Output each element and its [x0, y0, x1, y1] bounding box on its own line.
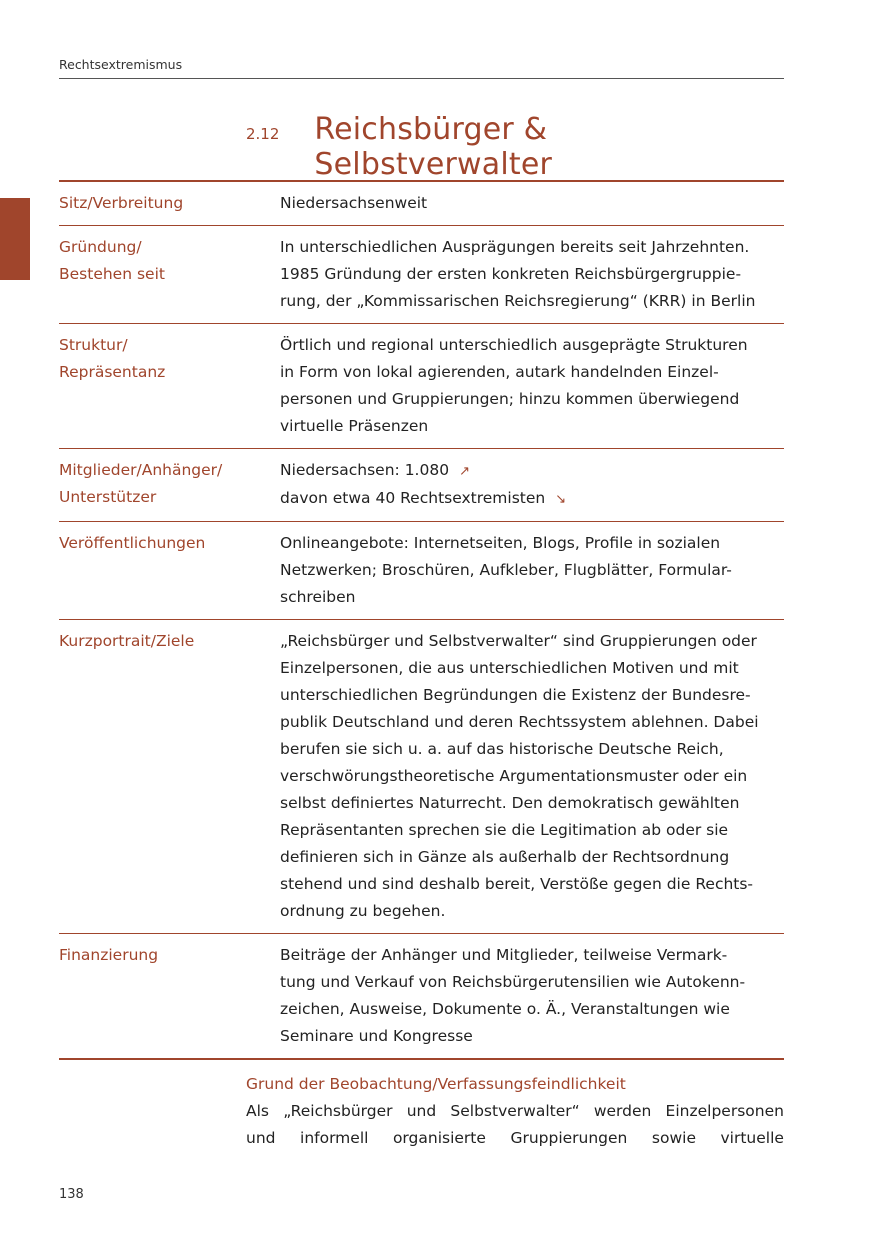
reason-line-2: [246, 1125, 784, 1152]
label-line: Finanzierung: [59, 946, 159, 964]
row-label: [59, 530, 280, 611]
row-value: [280, 234, 784, 315]
value-line: 1985 Gründung der ersten konkreten Reichsbürgergruppie-: [280, 265, 742, 283]
reason-heading: Grund der Beobachtung/Verfassungsfeindlichkeit: [246, 1075, 626, 1093]
trend-down-icon: ↘: [555, 492, 567, 507]
value-line: Netzwerken; Broschüren, Aufkleber, Flugblätter, Formular-: [280, 561, 732, 579]
observation-reason-section: [246, 1071, 784, 1152]
reason-paragraph: [246, 1098, 784, 1152]
section-number: 2.12: [246, 125, 280, 143]
label-line: Kurzportrait/Ziele: [59, 632, 195, 650]
word: werden: [593, 1102, 652, 1120]
table-row-mitglieder: [59, 449, 784, 522]
extremist-count-text: davon etwa 40 Rechtsextremisten: [280, 489, 546, 507]
value-line: virtuelle Präsenzen: [280, 417, 429, 435]
table-row-struktur: [59, 324, 784, 449]
value-line: In unterschiedlichen Ausprägungen bereits seit Jahrzehnten.: [280, 238, 750, 256]
row-label: [59, 190, 280, 217]
word: organisierte: [392, 1129, 486, 1147]
value-line: zeichen, Ausweise, Dokumente o. Ä., Veranstaltungen wie: [280, 1000, 730, 1018]
chapter-tab-marker: [0, 198, 30, 280]
member-count-text: Niedersachsen: 1.080: [280, 461, 450, 479]
row-value: [280, 942, 784, 1050]
word: „Reichsbürger: [283, 1102, 393, 1120]
word: und: [246, 1129, 276, 1147]
table-row-finanzierung: [59, 934, 784, 1058]
page-number: 138: [59, 1187, 84, 1202]
value-line: unterschiedlichen Begründungen die Existenz der Bundesre-: [280, 686, 751, 704]
row-value: [280, 530, 784, 611]
label-line: Unterstützer: [59, 488, 157, 506]
value-line: ordnung zu begehen.: [280, 902, 446, 920]
value-line: Seminare und Kongresse: [280, 1027, 473, 1045]
value-line: „Reichsbürger und Selbstverwalter“ sind Gruppierungen oder: [280, 632, 757, 650]
label-line: Struktur/: [59, 336, 128, 354]
word: Als: [246, 1102, 269, 1120]
label-line: Bestehen seit: [59, 265, 165, 283]
value-line: Einzelpersonen, die aus unterschiedlichen Motiven und mit: [280, 659, 739, 677]
label-line: Repräsentanz: [59, 363, 166, 381]
label-line: Mitglieder/Anhänger/: [59, 461, 223, 479]
profile-table: [59, 180, 784, 1060]
value-line: [280, 457, 784, 485]
row-label: [59, 332, 280, 440]
label-line: Sitz/Verbreitung: [59, 194, 184, 212]
value-line: personen und Gruppierungen; hinzu kommen überwiegend: [280, 390, 740, 408]
table-row-veroeffentlichungen: [59, 522, 784, 620]
value-line: verschwörungstheoretische Argumentationsmuster oder ein: [280, 767, 748, 785]
word: virtuelle: [720, 1129, 784, 1147]
value-line: selbst definiertes Naturrecht. Den demokratisch gewählten: [280, 794, 740, 812]
row-value: [280, 628, 784, 925]
value-line: tung und Verkauf von Reichsbürgerutensilien wie Autokenn-: [280, 973, 746, 991]
row-value: [280, 190, 784, 217]
table-row-sitz: [59, 182, 784, 226]
word: Gruppierungen: [510, 1129, 628, 1147]
value-line: Onlineangebote: Internetseiten, Blogs, Profile in sozialen: [280, 534, 721, 552]
row-label: [59, 457, 280, 513]
word: Selbstverwalter“: [450, 1102, 580, 1120]
trend-up-icon: ↗: [459, 464, 470, 479]
value-line: definieren sich in Gänze als außerhalb der Rechtsordnung: [280, 848, 730, 866]
table-row-gruendung: [59, 226, 784, 324]
value-line: schreiben: [280, 588, 356, 606]
reason-line-1: [246, 1098, 784, 1125]
row-value: [280, 457, 784, 513]
word: Einzelpersonen: [665, 1102, 784, 1120]
value-line: Örtlich und regional unterschiedlich ausgeprägte Strukturen: [280, 336, 748, 354]
table-row-kurzportrait: [59, 620, 784, 934]
running-head: Rechtsextremismus: [59, 57, 784, 79]
word: sowie: [651, 1129, 696, 1147]
value-line: Niedersachsenweit: [280, 194, 428, 212]
value-line: publik Deutschland und deren Rechtssystem ablehnen. Dabei: [280, 713, 759, 731]
value-line: in Form von lokal agierenden, autark handelnden Einzel-: [280, 363, 719, 381]
value-line: Beiträge der Anhänger und Mitglieder, teilweise Vermark-: [280, 946, 728, 964]
value-line: [280, 485, 784, 513]
value-line: Repräsentanten sprechen sie die Legitimation ab oder sie: [280, 821, 729, 839]
value-line: berufen sie sich u. a. auf das historische Deutsche Reich,: [280, 740, 724, 758]
value-line: stehend und sind deshalb bereit, Verstöße gegen die Rechts-: [280, 875, 754, 893]
row-label: [59, 942, 280, 1050]
row-label: [59, 628, 280, 925]
section-title-block: [246, 112, 786, 182]
section-title: Reichsbürger & Selbstverwalter: [314, 112, 553, 182]
word: informell: [300, 1129, 369, 1147]
row-value: [280, 332, 784, 440]
value-line: rung, der „Kommissarischen Reichsregierung“ (KRR) in Berlin: [280, 292, 756, 310]
label-line: Gründung/: [59, 238, 142, 256]
word: und: [406, 1102, 437, 1120]
label-line: Veröffentlichungen: [59, 534, 206, 552]
row-label: [59, 234, 280, 315]
